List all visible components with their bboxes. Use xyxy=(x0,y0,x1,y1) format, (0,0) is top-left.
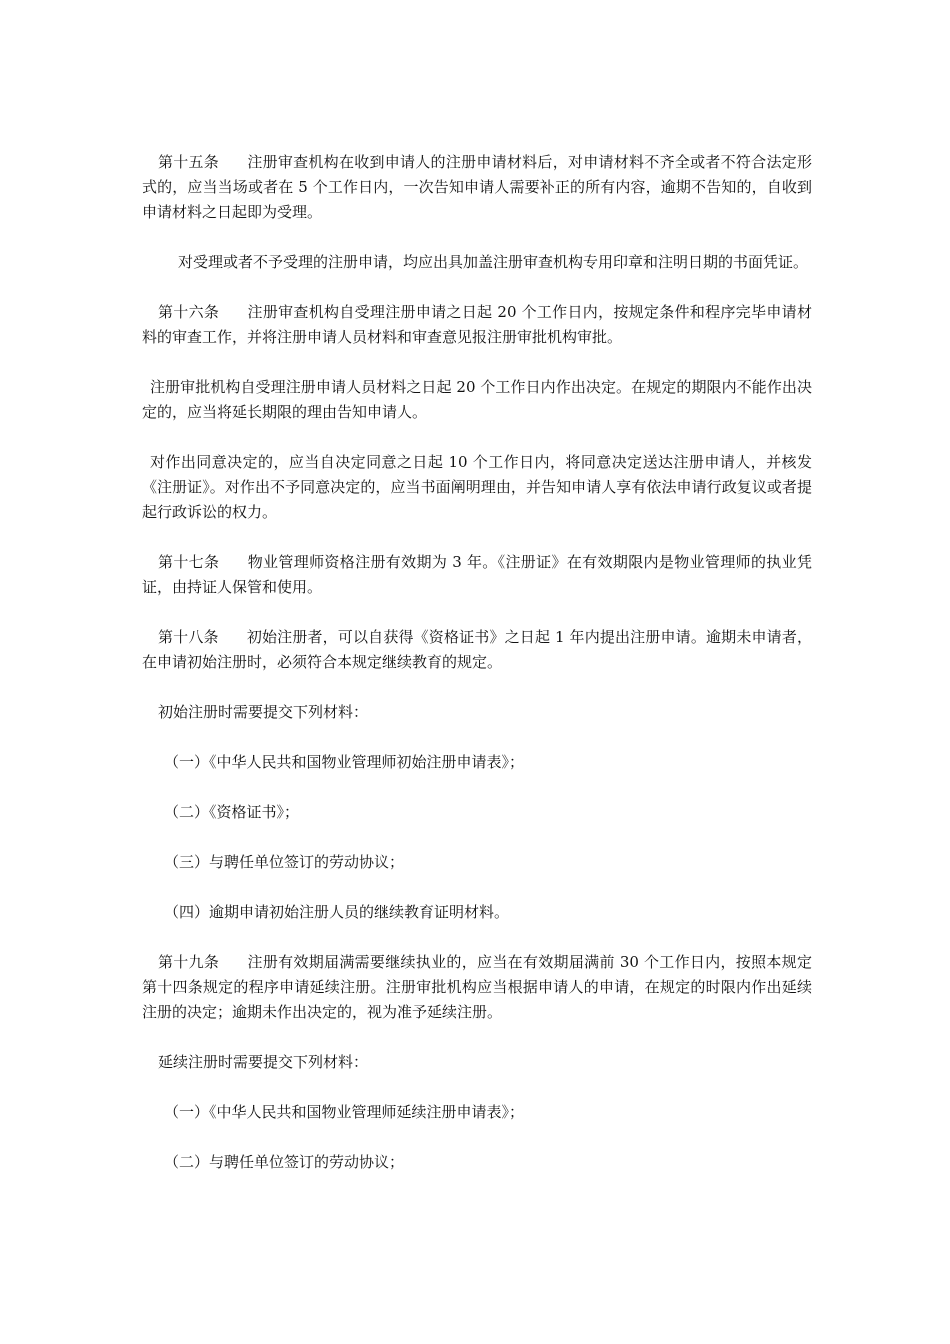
initial-materials-heading xyxy=(142,700,812,725)
paragraph-text: 物业管理师资格注册有效期为 3 年。《注册证》在有效期限内是物业管理师的执业凭证，由持证人保管和使用。 xyxy=(142,553,812,596)
approval-decision-paragraph xyxy=(142,450,812,525)
article-number: 第十八条 xyxy=(158,628,219,646)
list-item xyxy=(142,1150,812,1175)
article-16-paragraph xyxy=(142,300,812,350)
paragraph-text: 初始注册者，可以自获得《资格证书》之日起 1 年内提出注册申请。逾期未申请者，在申请初始注册时，必须符合本规定继续教育的规定。 xyxy=(142,628,812,671)
paragraph-text: 注册审查机构在收到申请人的注册申请材料后，对申请材料不齐全或者不符合法定形式的，应当当场或者在 5 个工作日内，一次告知申请人需要补正的所有内容，逾期不告知的，自收到申请材料之日起即为受理。 xyxy=(142,153,812,221)
list-item xyxy=(142,1100,812,1125)
article-number: 第十五条 xyxy=(158,153,220,171)
list-item xyxy=(142,850,812,875)
article-19-paragraph xyxy=(142,950,812,1025)
list-item xyxy=(142,800,812,825)
article-15-paragraph xyxy=(142,150,812,225)
list-item-text: （三）与聘任单位签订的劳动协议； xyxy=(164,853,405,871)
paragraph-text: 注册有效期届满需要继续执业的，应当在有效期届满前 30 个工作日内，按照本规定第十四条规定的程序申请延续注册。注册审批机构应当根据申请人的申请，在规定的时限内作出延续注册的决定；逾期未作出决定的，视为准予延续注册。 xyxy=(142,953,812,1021)
paragraph-text: 延续注册时需要提交下列材料： xyxy=(158,1053,369,1071)
list-item-text: （一）《中华人民共和国物业管理师初始注册申请表》； xyxy=(164,753,525,771)
article-15-receipt-paragraph xyxy=(142,250,812,275)
list-item-text: （二）与聘任单位签订的劳动协议； xyxy=(164,1153,405,1171)
paragraph-text: 对作出同意决定的，应当自决定同意之日起 10 个工作日内，将同意决定送达注册申请人，并核发《注册证》。对作出不予同意决定的，应当书面阐明理由，并告知申请人享有依法申请行政复议或者提起行政诉讼的权力。 xyxy=(142,453,812,521)
article-18-paragraph xyxy=(142,625,812,675)
list-item-text: （四）逾期申请初始注册人员的继续教育证明材料。 xyxy=(164,903,510,921)
paragraph-text: 注册审批机构自受理注册申请人员材料之日起 20 个工作日内作出决定。在规定的期限内不能作出决定的，应当将延长期限的理由告知申请人。 xyxy=(142,378,812,421)
renewal-materials-heading xyxy=(142,1050,812,1075)
paragraph-text: 注册审查机构自受理注册申请之日起 20 个工作日内，按规定条件和程序完毕申请材料的审查工作，并将注册申请人员材料和审查意见报注册审批机构审批。 xyxy=(142,303,812,346)
document-page xyxy=(142,150,812,1200)
article-17-paragraph xyxy=(142,550,812,600)
list-item-text: （一）《中华人民共和国物业管理师延续注册申请表》； xyxy=(164,1103,525,1121)
list-item xyxy=(142,900,812,925)
list-item xyxy=(142,750,812,775)
approval-deadline-paragraph xyxy=(142,375,812,425)
article-number: 第十七条 xyxy=(158,553,220,571)
paragraph-text: 对受理或者不予受理的注册申请，均应出具加盖注册审查机构专用印章和注明日期的书面凭证。 xyxy=(178,253,809,271)
paragraph-text: 初始注册时需要提交下列材料： xyxy=(158,703,369,721)
list-item-text: （二）《资格证书》； xyxy=(164,803,300,821)
article-number: 第十九条 xyxy=(158,953,220,971)
article-number: 第十六条 xyxy=(158,303,220,321)
